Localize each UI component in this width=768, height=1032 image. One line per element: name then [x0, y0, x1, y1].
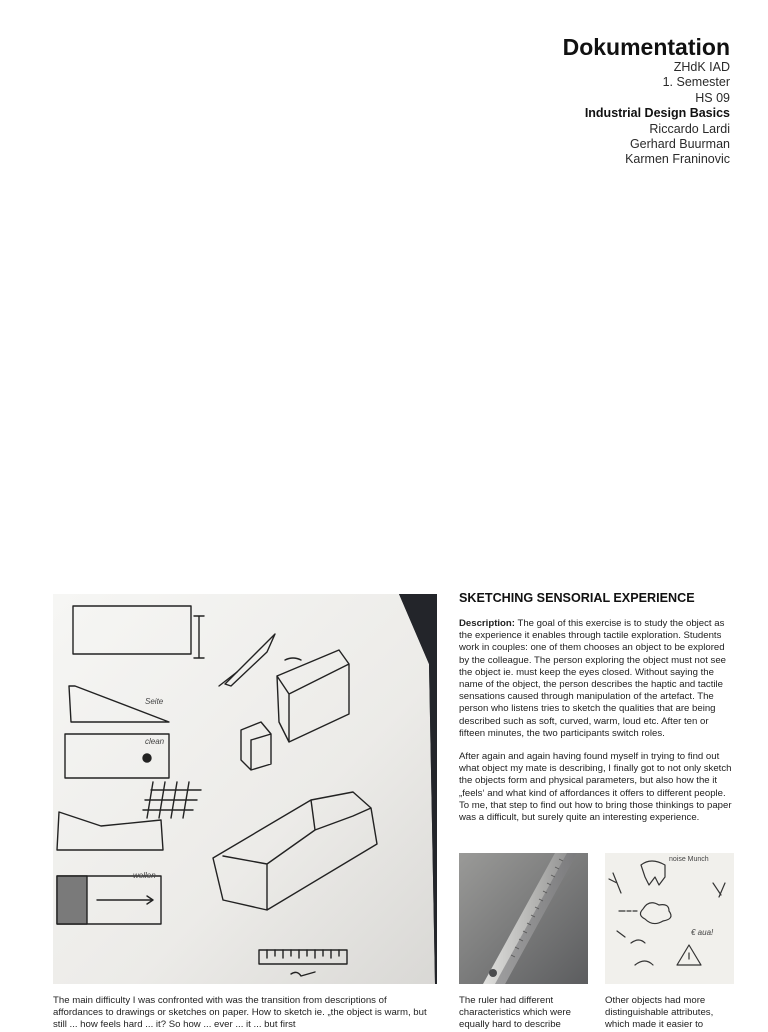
institution: ZHdK IAD: [673, 60, 730, 74]
main-caption: The main difficulty I was confronted with was the transition from descriptions of affordances to drawings or sketches on paper. How to sketch ie. „the object is warm, but still ... how feels hard ... it? So how ... ever ... it ... but first: [53, 995, 427, 1031]
term: HS 09: [695, 90, 730, 105]
document-header: [563, 34, 730, 168]
doodle-illustration: [605, 853, 734, 984]
person-name: Gerhard Buurman: [629, 137, 730, 152]
svg-text:Seite: Seite: [145, 697, 164, 706]
doodle-sketch-photo: [605, 853, 734, 984]
person-name: Karmen Franinovic: [625, 152, 730, 167]
svg-text:clean: clean: [145, 737, 165, 746]
ruler-photo: [459, 853, 588, 984]
description-text: The goal of this exercise is to study the object as the experience it enables through tactile exploration. Students work in couples: one of them chooses an object to be explored by the colleague. The person exploring the object must not see the object ie. must keep the eyes closed. Without saying the name of the object, the person describes the haptic and tactile sensations caused through manipulation of the artefact. The person who listens tries to sketch the qualities that are being described such as soft, curved, warm, loud etc. After ten or fifteen minutes, the two participants switch roles.: [459, 618, 727, 739]
doodle-note: € aua!: [691, 928, 714, 937]
reflection-paragraph: After again and again having found myself in trying to find out what object my mate is describing, I finally got to not only sketch the objects form and physical parameters, but also how the it „feels‘ and what kind of affordances it offers to different people. To me, that step to find out how to bring those thinkings to paper was a difficult, but surely quite an interesting experience.: [459, 751, 732, 824]
person-name: Riccardo Lardi: [649, 121, 730, 136]
document-title: Dokumentation: [562, 34, 730, 60]
sketchbook-illustration: [53, 594, 437, 984]
description-paragraph: [459, 618, 734, 740]
description-label: Description:: [459, 618, 515, 629]
ruler-illustration: [459, 853, 588, 984]
doodle-caption: Other objects had more distinguishable attributes, which made it easier to: [605, 995, 714, 1031]
article-heading: SKETCHING SENSORIAL EXPERIENCE: [459, 591, 695, 605]
ruler-caption: The ruler had different characteristics which were equally hard to describe: [459, 995, 571, 1031]
course-name: Industrial Design Basics: [584, 106, 730, 121]
svg-text:wellen: wellen: [133, 871, 156, 880]
semester: 1. Semester: [662, 75, 730, 90]
sketchbook-photo: [53, 594, 437, 984]
doodle-note: noise Munch: [669, 856, 709, 863]
article: [459, 590, 734, 835]
